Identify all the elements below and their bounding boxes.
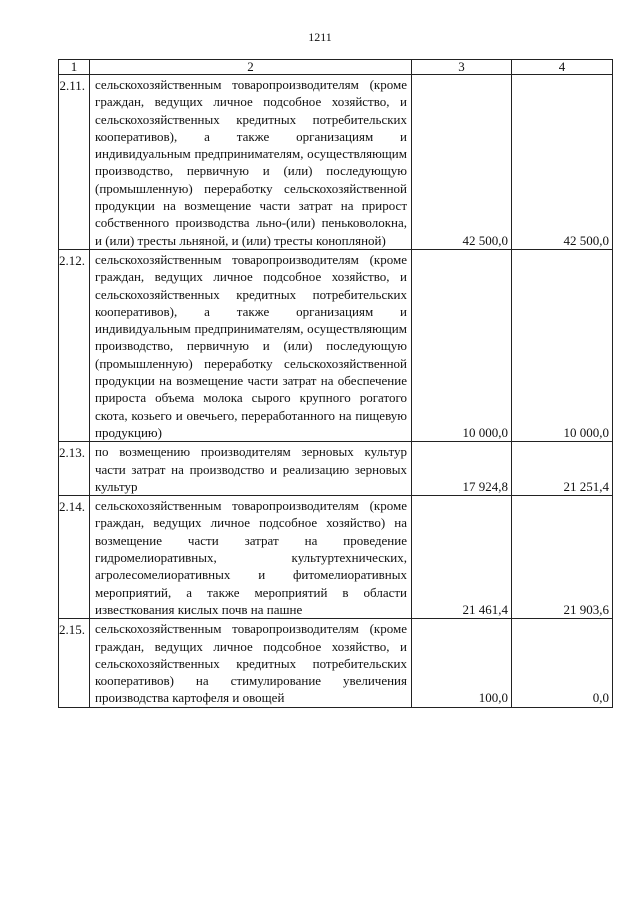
- row-value-col4: 10 000,0: [512, 249, 613, 441]
- row-value-col3: 10 000,0: [412, 249, 512, 441]
- table-row: [59, 619, 613, 707]
- page-number: 1211: [308, 30, 332, 44]
- row-description: сельскохозяйственным товаропроизводителям (кроме граждан, ведущих личное подсобное хозяйство, и сельскохозяйственных кредитных потребительских кооперативов) на стимулирование увеличения производства картофеля и овощей: [90, 619, 412, 707]
- row-value-col3: 100,0: [412, 619, 512, 707]
- row-number: 2.14.: [59, 496, 90, 619]
- column-header: 2: [90, 60, 412, 75]
- row-number: 2.11.: [59, 75, 90, 250]
- row-value-col3: 42 500,0: [412, 75, 512, 250]
- row-description: по возмещению производителям зерновых культур части затрат на производство и реализацию зерновых культур: [90, 442, 412, 496]
- row-number: 2.12.: [59, 249, 90, 441]
- budget-table: [58, 59, 613, 708]
- table-row: [59, 75, 613, 250]
- row-value-col4: 0,0: [512, 619, 613, 707]
- row-description: сельскохозяйственным товаропроизводителям (кроме граждан, ведущих личное подсобное хозяйство) на возмещение части затрат на проведение гидромелиоративных, культуртехнических, агролесомелиоративных и фитомелиоративных мероприятий, а также мероприятий в области известкования кислых почв на пашне: [90, 496, 412, 619]
- column-header: 4: [512, 60, 613, 75]
- row-value-col4: 21 251,4: [512, 442, 613, 496]
- table-row: [59, 442, 613, 496]
- column-header: 3: [412, 60, 512, 75]
- column-header: 1: [59, 60, 90, 75]
- table-row: [59, 496, 613, 619]
- table-header-row: [59, 60, 613, 75]
- row-description: сельскохозяйственным товаропроизводителям (кроме граждан, ведущих личное подсобное хозяйство, и сельскохозяйственных кредитных потребительских кооперативов), а также организациям и индивидуальным предпринимателям, осуществляющим производство, первичную и (или) последующую (промышленную) переработку сельскохозяйственной продукции на возмещение части затрат на прирост собственного производства льно-(или) пеньковолокна, и (или) тресты льняной, и (или) тресты конопляной): [90, 75, 412, 250]
- row-number: 2.15.: [59, 619, 90, 707]
- row-description: сельскохозяйственным товаропроизводителям (кроме граждан, ведущих личное подсобное хозяйство, и сельскохозяйственных кредитных потребительских кооперативов), а также организациям и индивидуальным предпринимателям, осуществляющим производство, первичную и (или) последующую (промышленную) переработку сельскохозяйственной продукции на возмещение части затрат на обеспечение прироста объема молока сырого крупного рогатого скота, козьего и овечьего, переработанного на пищевую продукцию): [90, 249, 412, 441]
- table-row: [59, 249, 613, 441]
- row-value-col3: 17 924,8: [412, 442, 512, 496]
- row-value-col4: 42 500,0: [512, 75, 613, 250]
- row-value-col3: 21 461,4: [412, 496, 512, 619]
- row-value-col4: 21 903,6: [512, 496, 613, 619]
- row-number: 2.13.: [59, 442, 90, 496]
